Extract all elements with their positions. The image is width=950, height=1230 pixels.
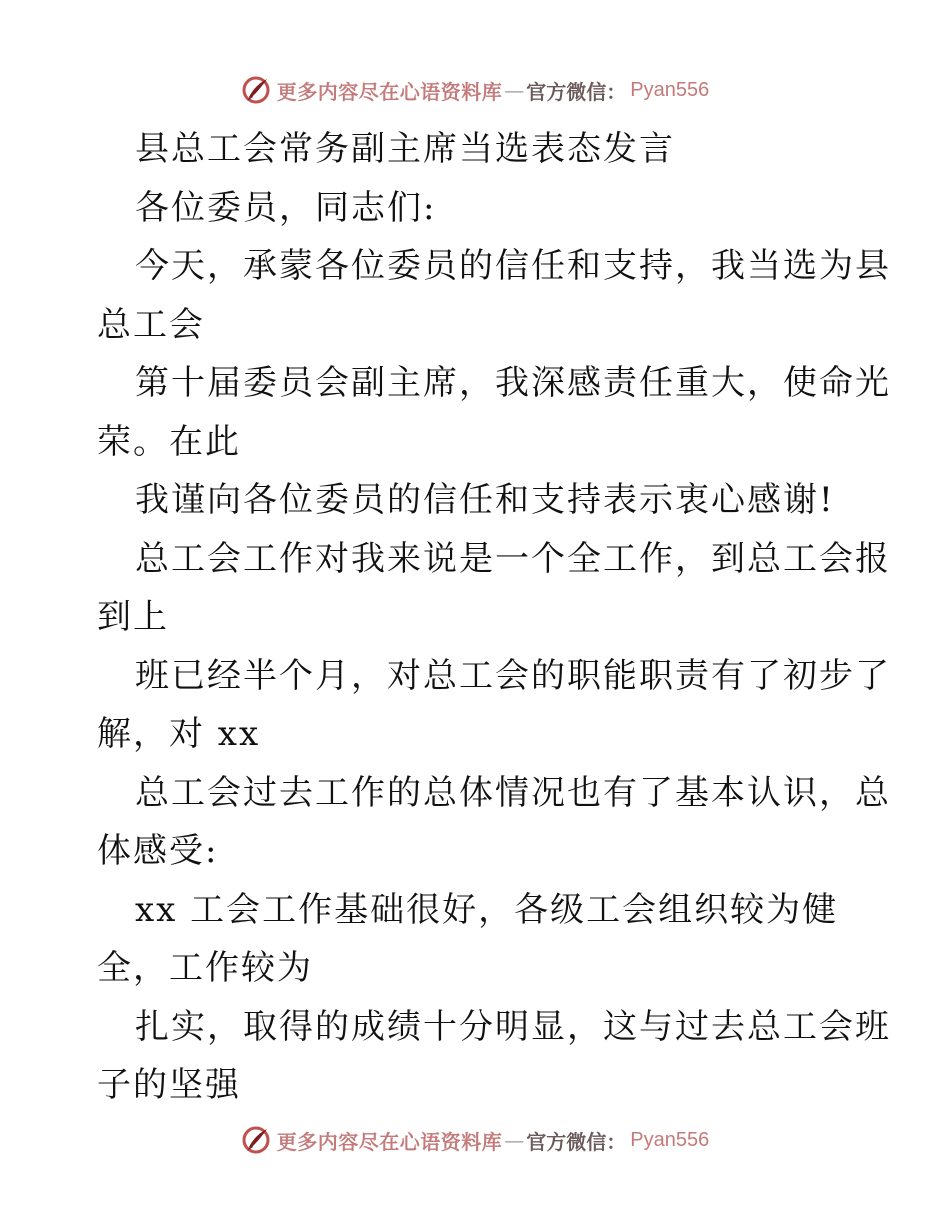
header-watermark-banner bbox=[0, 70, 950, 110]
document-body bbox=[97, 120, 891, 1115]
document-line: 总工会工作对我来说是一个全工作，到总工会报 bbox=[135, 538, 891, 579]
document-line: 到上 bbox=[97, 597, 169, 637]
banner-wechat-id: Pyan556 bbox=[630, 78, 710, 101]
banner-separator: — bbox=[504, 78, 525, 102]
document-line: 体感受: bbox=[97, 831, 219, 871]
document-line: 子的坚强 bbox=[97, 1065, 241, 1105]
document-line: 各位委员，同志们: bbox=[135, 187, 437, 228]
document-line: 荣。在此 bbox=[97, 421, 241, 462]
document-line: 总工会过去工作的总体情况也有了基本认识，总 bbox=[135, 772, 891, 813]
banner-brand-text: 更多内容尽在心语资料库 bbox=[276, 1129, 503, 1154]
document-line: 我谨向各位委员的信任和支持表示衷心感谢! bbox=[135, 480, 835, 520]
banner-brand-text: 更多内容尽在心语资料库 bbox=[276, 79, 503, 104]
document-line: 县总工会常务副主席当选表态发言 bbox=[135, 129, 675, 169]
banner-separator: — bbox=[504, 1128, 525, 1152]
banner-wechat-label: 官方微信： bbox=[526, 79, 627, 104]
footer-watermark-banner bbox=[0, 1120, 950, 1160]
document-line: xx 工会工作基础很好，各级工会组织较为健 bbox=[135, 889, 839, 930]
document-line: 解，对 xx bbox=[97, 714, 261, 754]
quill-logo-icon bbox=[241, 1125, 271, 1155]
document-line: 全，工作较为 bbox=[97, 948, 313, 988]
document-line: 今天，承蒙各位委员的信任和支持，我当选为县 bbox=[135, 246, 891, 286]
banner-wechat-id: Pyan556 bbox=[630, 1128, 710, 1151]
document-line: 班已经半个月，对总工会的职能职责有了初步了 bbox=[135, 655, 891, 696]
document-line: 第十届委员会副主席，我深感责任重大，使命光 bbox=[135, 363, 891, 403]
document-line: 总工会 bbox=[97, 304, 205, 345]
quill-logo-icon bbox=[241, 75, 271, 105]
banner-wechat-label: 官方微信： bbox=[526, 1129, 627, 1154]
document-line: 扎实，取得的成绩十分明显，这与过去总工会班 bbox=[135, 1006, 891, 1047]
